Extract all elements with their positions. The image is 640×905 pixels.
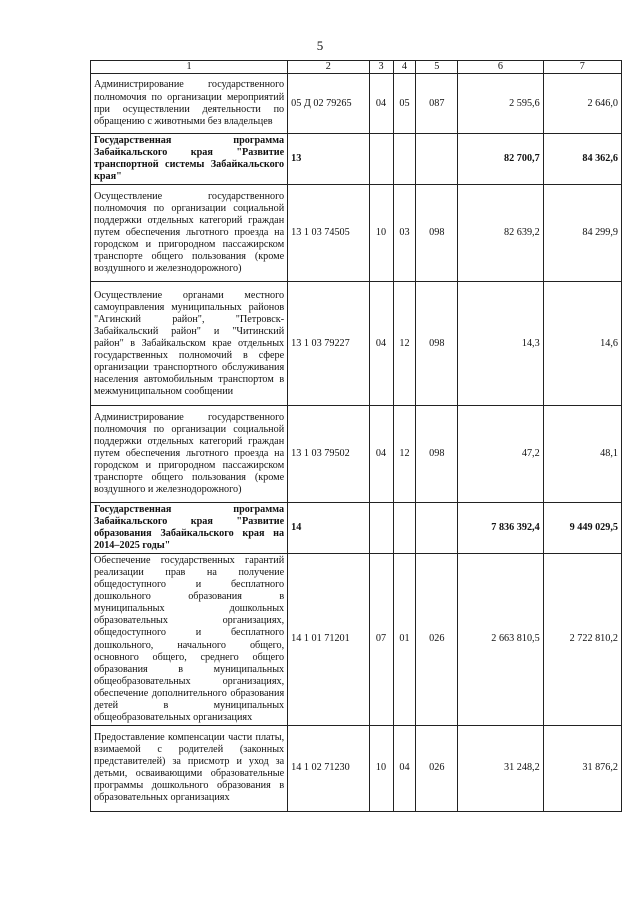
amount-year-1: 2 663 810,5 — [458, 554, 544, 725]
subsection-code: 03 — [393, 185, 416, 282]
target-article-code: 13 1 03 79502 — [288, 406, 369, 503]
subsection-code — [393, 134, 416, 185]
expense-type-code: 026 — [416, 725, 458, 811]
section-code: 04 — [369, 282, 393, 406]
row-name: Администрирование государственного полномочия по организации социальной поддержки отдельных категорий граждан путем обеспечения льготного проезда на городском и пригородном пассажирском транспорте общего пользования (кроме воздушного и железнодорожного) — [91, 406, 288, 503]
expense-type-code: 098 — [416, 282, 458, 406]
row-name: Осуществление государственного полномочия по организации социальной поддержки отдельных категорий граждан путем обеспечения льготного проезда на городском и пригородном пассажирском транспорте общего пользования (кроме воздушного и железнодорожного) — [91, 185, 288, 282]
target-article-code: 13 — [288, 134, 369, 185]
target-article-code: 14 — [288, 503, 369, 554]
table-row — [91, 185, 622, 282]
table-row — [91, 74, 622, 134]
amount-year-1: 82 700,7 — [458, 134, 544, 185]
column-header: 6 — [458, 61, 544, 74]
subsection-code: 12 — [393, 282, 416, 406]
expense-type-code: 026 — [416, 554, 458, 725]
subsection-code — [393, 503, 416, 554]
row-name: Осуществление органами местного самоуправления муниципальных районов "Агинский район", "Петровск-Забайкальский район" и "Читинский район" в Забайкальском крае отдельных государственных полномочий в сфере организации транспортного обслуживания населения автомобильным транспортом в межмуниципальном сообщении — [91, 282, 288, 406]
column-header: 7 — [543, 61, 621, 74]
row-name: Государственная программа Забайкальского края "Развитие образования Забайкальского края на 2014–2025 годы" — [91, 503, 288, 554]
amount-year-2: 14,6 — [543, 282, 621, 406]
table-row — [91, 406, 622, 503]
section-code: 07 — [369, 554, 393, 725]
target-article-code: 14 1 02 71230 — [288, 725, 369, 811]
amount-year-1: 14,3 — [458, 282, 544, 406]
amount-year-1: 31 248,2 — [458, 725, 544, 811]
amount-year-2: 84 299,9 — [543, 185, 621, 282]
expense-type-code: 087 — [416, 74, 458, 134]
row-name: Обеспечение государственных гарантий реализации прав на получение общедоступного и бесплатного дошкольного образования в муниципальных дошкольных образовательных организациях, общедоступного и бесплатного дошкольного, начального общего, основного общего, среднего общего образования в муниципальных общеобразовательных организациях, обеспечение дополнительного образования детей в муниципальных общеобразовательных организациях — [91, 554, 288, 725]
section-code — [369, 503, 393, 554]
amount-year-2: 31 876,2 — [543, 725, 621, 811]
section-code: 04 — [369, 74, 393, 134]
row-name: Государственная программа Забайкальского края "Развитие транспортной системы Забайкальского края" — [91, 134, 288, 185]
amount-year-1: 82 639,2 — [458, 185, 544, 282]
table-row — [91, 282, 622, 406]
subsection-code: 12 — [393, 406, 416, 503]
page-number: 5 — [316, 38, 324, 53]
subsection-code: 05 — [393, 74, 416, 134]
table-row — [91, 725, 622, 811]
column-header: 1 — [91, 61, 288, 74]
column-header: 2 — [288, 61, 369, 74]
amount-year-1: 7 836 392,4 — [458, 503, 544, 554]
column-header: 4 — [393, 61, 416, 74]
amount-year-2: 84 362,6 — [543, 134, 621, 185]
amount-year-1: 2 595,6 — [458, 74, 544, 134]
amount-year-2: 2 722 810,2 — [543, 554, 621, 725]
budget-table — [90, 60, 622, 812]
table-row — [91, 134, 622, 185]
section-code — [369, 134, 393, 185]
column-header: 3 — [369, 61, 393, 74]
amount-year-1: 47,2 — [458, 406, 544, 503]
expense-type-code: 098 — [416, 406, 458, 503]
target-article-code: 13 1 03 79227 — [288, 282, 369, 406]
row-name: Предоставление компенсации части платы, взимаемой с родителей (законных представителей) за присмотр и уход за детьми, осваивающими образовательные программы дошкольного образования в образовательных организациях — [91, 725, 288, 811]
column-header: 5 — [416, 61, 458, 74]
subsection-code: 01 — [393, 554, 416, 725]
target-article-code: 14 1 01 71201 — [288, 554, 369, 725]
expense-type-code — [416, 134, 458, 185]
row-name: Администрирование государственного полномочия по организации мероприятий при осуществлении деятельности по обращению с животными без владельцев — [91, 74, 288, 134]
subsection-code: 04 — [393, 725, 416, 811]
table-row — [91, 503, 622, 554]
section-code: 10 — [369, 185, 393, 282]
amount-year-2: 9 449 029,5 — [543, 503, 621, 554]
table-row — [91, 554, 622, 725]
amount-year-2: 48,1 — [543, 406, 621, 503]
amount-year-2: 2 646,0 — [543, 74, 621, 134]
header-row — [91, 61, 622, 74]
expense-type-code: 098 — [416, 185, 458, 282]
expense-type-code — [416, 503, 458, 554]
section-code: 04 — [369, 406, 393, 503]
target-article-code: 05 Д 02 79265 — [288, 74, 369, 134]
section-code: 10 — [369, 725, 393, 811]
target-article-code: 13 1 03 74505 — [288, 185, 369, 282]
